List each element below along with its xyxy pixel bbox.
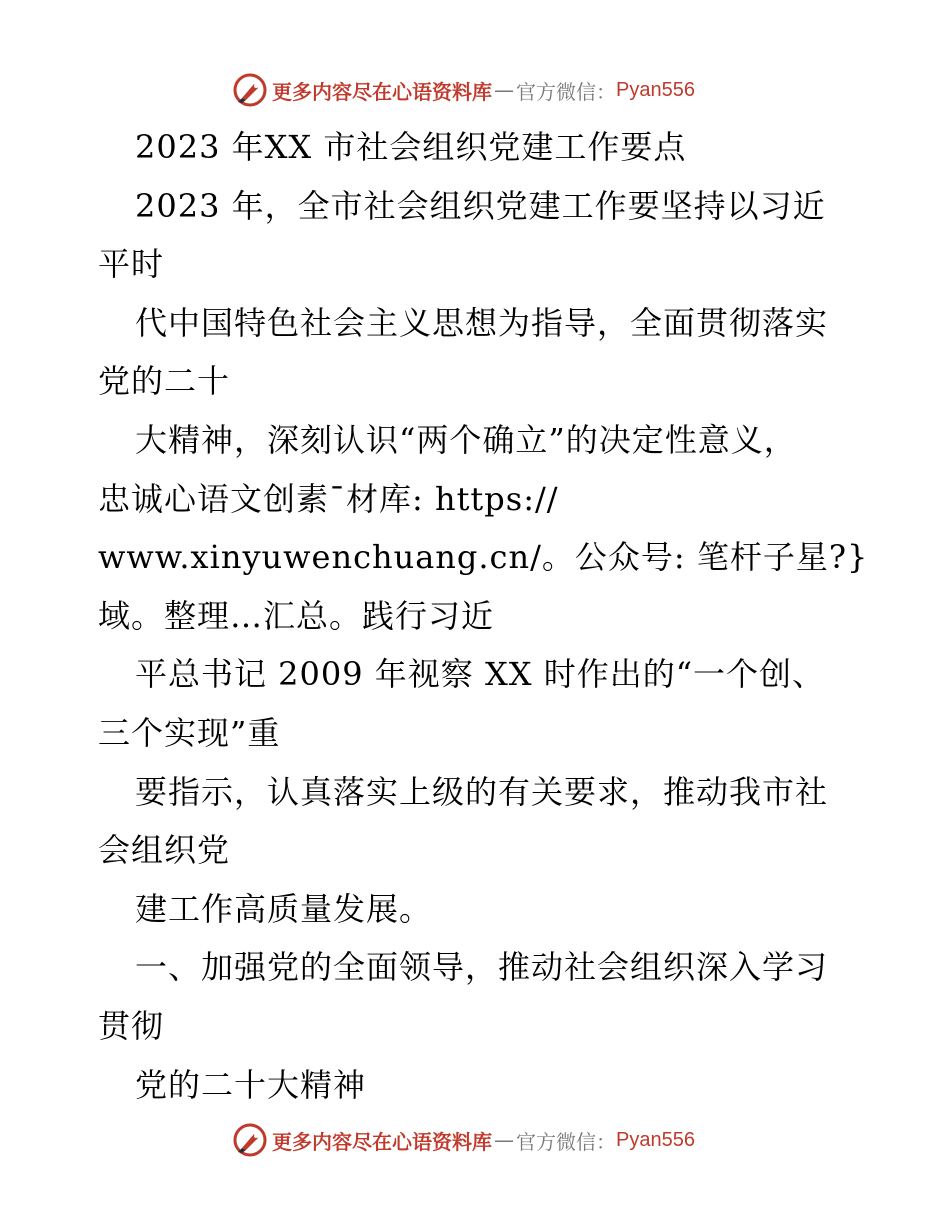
- text-line: 代中国特色社会主义思想为指导，全面贯彻落实: [135, 303, 829, 342]
- pen-nib-logo-icon: [232, 72, 268, 108]
- text-line: 平时: [98, 245, 165, 284]
- text-line: 大精神，深刻认识“两个确立”的决定性意义，: [135, 420, 797, 459]
- banner-separator: —: [494, 1128, 514, 1152]
- pen-nib-logo-icon: [232, 1122, 268, 1158]
- banner-subtitle: 官方微信：: [516, 1129, 616, 1154]
- banner-title: 更多内容尽在心语资料库: [272, 1129, 492, 1154]
- document-body: [98, 118, 869, 1114]
- banner-title: 更多内容尽在心语资料库: [272, 79, 492, 104]
- text-line: 忠诚心语文创素¯材库: https://: [98, 479, 559, 518]
- banner-wechat-id: Pyan556: [616, 1128, 695, 1151]
- text-line: 三个实现”重: [98, 713, 281, 752]
- text-line: 会组织党: [98, 831, 231, 870]
- header-banner: [232, 70, 752, 110]
- document-title: 2023 年XX 市社会组织党建工作要点: [135, 128, 687, 166]
- text-line: 建工作高质量发展。: [135, 889, 433, 928]
- footer-banner: [232, 1120, 752, 1160]
- text-line: 域。整理…汇总。践行习近: [98, 596, 495, 635]
- text-line: 贯彻: [98, 1006, 165, 1045]
- banner-subtitle: 官方微信：: [516, 79, 616, 104]
- text-line: 2023 年，全市社会组织党建工作要坚持以习近: [135, 186, 826, 225]
- banner-wechat-id: Pyan556: [616, 78, 695, 101]
- text-line: 党的二十: [98, 362, 231, 401]
- text-line: www.xinyuwenchuang.cn/。公众号: 笔杆子星?}: [98, 538, 869, 577]
- section-heading: 一、加强党的全面领导，推动社会组织深入学习: [135, 948, 829, 987]
- text-line: 要指示，认真落实上级的有关要求，推动我市社: [135, 772, 829, 811]
- banner-separator: —: [494, 78, 514, 102]
- text-line: 党的二十大精神: [135, 1065, 367, 1104]
- text-line: 平总书记 2009 年视察 XX 时作出的“一个创、: [135, 655, 826, 694]
